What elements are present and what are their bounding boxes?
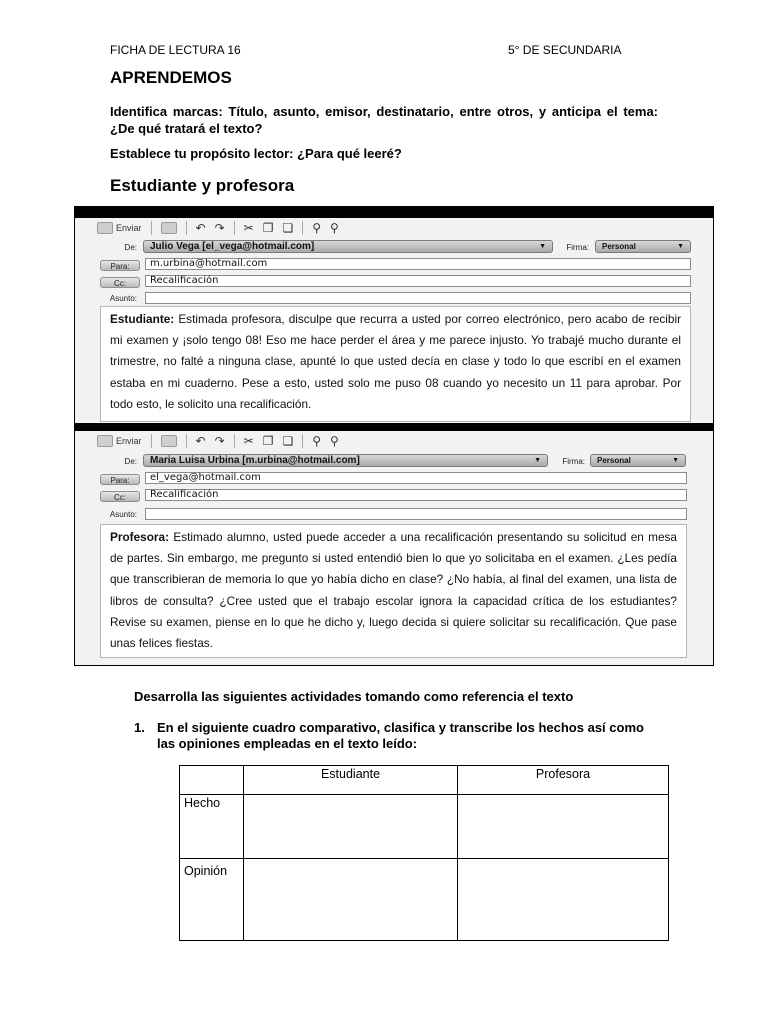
message-body[interactable] [100, 306, 691, 422]
section-title: APRENDEMOS [110, 68, 232, 87]
send-icon [97, 435, 113, 447]
speaker-label: Estudiante: [110, 312, 175, 326]
chevron-down-icon: ▼ [534, 457, 541, 464]
toolbar-divider [302, 434, 303, 448]
cut-icon[interactable]: ✂ [243, 221, 254, 235]
from-dropdown[interactable] [143, 454, 548, 467]
toolbar-divider [151, 434, 152, 448]
message-text: Estimado alumno, usted puede acceder a una recalificación presentando su solicitud en mesa de partes. Sin embargo, me pregunto si usted entendió bien lo que yo solicitaba en el examen. ¿Les pedía que transcribieran de memoria lo que yo había dicho en clase? ¿No había, al final del examen, una lista de libros de consulta? ¿Cree usted que el trabajo escolar ignora la capacidad crítica de los estudiantes? Revise su examen, piense en lo que he dicho y, luego decida si quiere solicitar su recalificación. Que pase unas felices fiestas. [110, 530, 677, 651]
email-panel-teacher [75, 423, 713, 665]
find-replace-icon[interactable]: ⚲ [330, 434, 339, 448]
subject-label: Asunto: [109, 510, 137, 519]
message-text: Estimada profesora, disculpe que recurra a usted por correo electrónico, pero acabo de recibir mi examen y ¡solo tengo 08! Eso me hace perder el área y me parece injusto. Yo trabajé mucho durante el trimestre, no falté a ninguna clase, apunté lo que usted decía en clase y todo lo que escribí en el examen estaba en mi cuaderno. Pese a esto, usted solo me puso 08 cuando yo necesito un 11 para aprobar. Por todo esto, le solicito una recalificación. [110, 312, 681, 411]
toolbar-divider [234, 221, 235, 235]
chevron-down-icon: ▼ [539, 243, 546, 250]
search-icon[interactable]: ⚲ [312, 434, 322, 448]
send-button[interactable]: Enviar [97, 435, 142, 447]
reply-icon[interactable]: ↶ [195, 221, 206, 235]
signature-dropdown[interactable] [590, 454, 686, 467]
chevron-down-icon: ▼ [677, 243, 684, 250]
comparison-table [179, 765, 669, 941]
window-top-bar [75, 423, 713, 431]
subject-field[interactable] [145, 508, 687, 520]
copy-icon[interactable]: ❐ [262, 221, 274, 235]
to-button[interactable]: Para: [100, 260, 140, 271]
to-button[interactable]: Para: [100, 474, 140, 485]
forward-icon[interactable]: ↷ [214, 434, 225, 448]
speaker-label: Profesora: [110, 530, 170, 544]
row-label-fact: Hecho [180, 795, 244, 859]
paste-icon[interactable]: ❏ [282, 434, 294, 448]
reading-title: Estudiante y profesora [110, 176, 295, 195]
table-header-student: Estudiante [244, 766, 458, 795]
cc-field[interactable]: Recalificación [145, 275, 691, 287]
copy-icon[interactable]: ❐ [262, 434, 274, 448]
signature-label: Firma: [566, 243, 589, 252]
save-icon[interactable] [161, 222, 177, 234]
from-value: Julio Vega [el_vega@hotmail.com] [150, 241, 315, 252]
activities-intro: Desarrolla las siguientes actividades tomando como referencia el texto [134, 689, 574, 704]
email-screenshot [74, 206, 714, 666]
table-header-teacher: Profesora [458, 766, 669, 795]
instruction-identify-marks: Identifica marcas: Título, asunto, emisor, destinatario, entre otros, y anticipa el tema: ¿De qué tratará el texto? [110, 104, 658, 136]
email-toolbar [97, 432, 339, 450]
question-number: 1. [134, 720, 145, 735]
message-body[interactable] [100, 524, 687, 658]
subject-label: Asunto: [109, 294, 137, 303]
signature-dropdown[interactable] [595, 240, 691, 253]
find-replace-icon[interactable]: ⚲ [330, 221, 339, 235]
toolbar-divider [302, 221, 303, 235]
worksheet-header-left: FICHA DE LECTURA 16 [110, 43, 241, 57]
reply-icon[interactable]: ↶ [195, 434, 206, 448]
signature-label: Firma: [562, 457, 585, 466]
toolbar-divider [151, 221, 152, 235]
instruction-reading-purpose: Establece tu propósito lector: ¿Para qué leeré? [110, 146, 402, 161]
table-header-cell [180, 766, 244, 795]
table-header-row [180, 766, 669, 795]
signature-value: Personal [597, 456, 631, 465]
cc-field[interactable]: Recalificación [145, 489, 687, 501]
toolbar-divider [186, 221, 187, 235]
forward-icon[interactable]: ↷ [214, 221, 225, 235]
answer-cell[interactable] [458, 795, 669, 859]
from-label: De: [124, 243, 137, 252]
to-field[interactable]: el_vega@hotmail.com [145, 472, 687, 484]
signature-value: Personal [602, 242, 636, 251]
chevron-down-icon: ▼ [672, 457, 679, 464]
paste-icon[interactable]: ❏ [282, 221, 294, 235]
send-button[interactable]: Enviar [97, 222, 142, 234]
toolbar-divider [186, 434, 187, 448]
cut-icon[interactable]: ✂ [243, 434, 254, 448]
cc-button[interactable]: Cc: [100, 277, 140, 288]
answer-cell[interactable] [244, 859, 458, 941]
from-dropdown[interactable] [143, 240, 553, 253]
answer-cell[interactable] [244, 795, 458, 859]
email-panel-student [75, 207, 713, 425]
worksheet-header-right: 5° DE SECUNDARIA [508, 43, 622, 57]
toolbar-divider [234, 434, 235, 448]
to-field[interactable]: m.urbina@hotmail.com [145, 258, 691, 270]
question-text: En el siguiente cuadro comparativo, clasifica y transcribe los hechos así como las opiniones empleadas en el texto leído: [157, 720, 644, 751]
table-row [180, 795, 669, 859]
window-top-bar [75, 207, 713, 218]
search-icon[interactable]: ⚲ [312, 221, 322, 235]
save-icon[interactable] [161, 435, 177, 447]
row-label-opinion: Opinión [180, 859, 244, 941]
cc-button[interactable]: Cc: [100, 491, 140, 502]
from-label: De: [124, 457, 137, 466]
table-row [180, 859, 669, 941]
answer-cell[interactable] [458, 859, 669, 941]
from-value: Maria Luisa Urbina [m.urbina@hotmail.com] [150, 455, 360, 466]
email-toolbar [97, 219, 339, 237]
send-icon [97, 222, 113, 234]
subject-field[interactable] [145, 292, 691, 304]
